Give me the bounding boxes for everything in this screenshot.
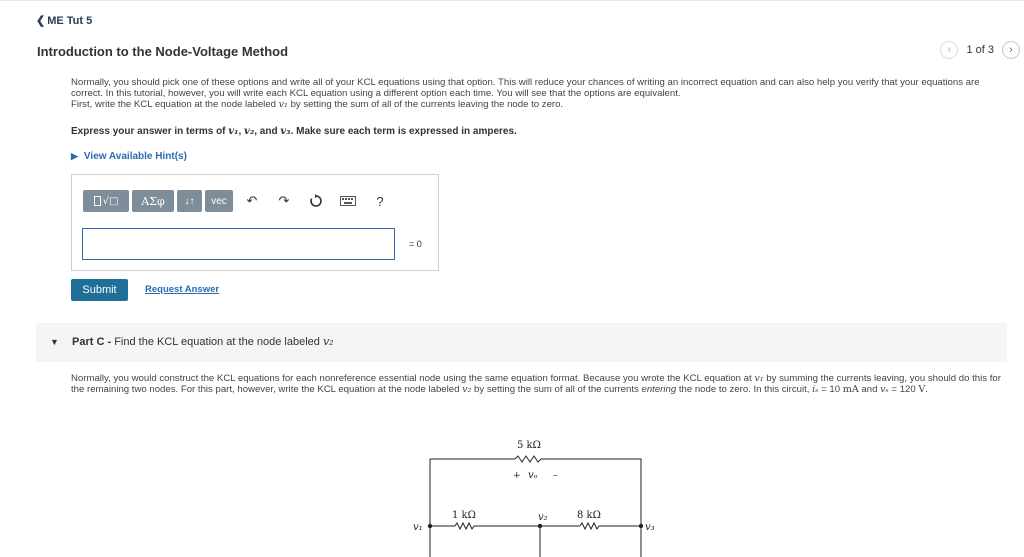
part-c-prefix: Part C - — [72, 336, 115, 348]
view-hints-toggle[interactable] — [71, 151, 187, 162]
prev-page-button[interactable] — [940, 41, 958, 59]
part-c-title-text: Find the KCL equation at the node labeled — [114, 336, 323, 348]
intro-paragraph — [71, 77, 1011, 110]
part-c-header[interactable] — [36, 323, 1007, 362]
pc-text-f: and — [858, 384, 881, 395]
express-v3: v₃ — [280, 126, 291, 137]
editor-toolbar — [83, 190, 396, 212]
equals-zero-label: = 0 — [409, 239, 422, 249]
circuit-resistor-left — [455, 523, 474, 529]
request-answer-link[interactable]: Request Answer — [145, 284, 220, 295]
redo-icon: ↷ — [278, 193, 290, 208]
chevron-right-icon: › — [1009, 44, 1013, 56]
greek-symbols-button[interactable]: AΣφ — [132, 190, 174, 212]
intro-text-2a: First, write the KCL equation at the node labeled — [71, 99, 279, 110]
submit-button[interactable]: Submit — [71, 279, 128, 301]
circuit-diagram — [395, 434, 665, 557]
chevron-left-icon: ‹ — [947, 44, 952, 56]
label-node-v1: v₁ — [413, 522, 423, 533]
label-node-v3: v₃ — [645, 522, 655, 533]
answer-instructions — [71, 126, 517, 137]
intro-text-2b: by setting the sum of all of the currents leaving the node to zero. — [287, 99, 564, 110]
pc-unit-ma: mA — [842, 384, 859, 395]
back-label: ME Tut 5 — [47, 15, 93, 27]
pc-text-c: by setting the sum of all of the currents — [471, 384, 642, 395]
top-divider — [0, 0, 1024, 1]
pager — [940, 41, 1020, 59]
pc-text-g: = 120 — [888, 384, 919, 395]
redo-button[interactable] — [268, 190, 300, 212]
circuit-resistor-right — [580, 523, 599, 529]
pc-var-is: iₛ — [812, 384, 819, 395]
template-box-icon — [94, 196, 101, 206]
vector-button[interactable]: vec — [205, 190, 233, 212]
page-count: 1 of 3 — [966, 44, 994, 56]
page-title: Introduction to the Node-Voltage Method — [37, 44, 289, 59]
part-c-paragraph — [71, 373, 1007, 395]
pc-text-a: Normally, you would construct the KCL equations for each nonreference essential node using the same equation format. Because you wrote the KCL equation at — [71, 373, 755, 384]
sqrt-icon: √□ — [102, 195, 119, 207]
help-button[interactable]: ? — [376, 193, 384, 209]
pc-unit-v: V — [918, 384, 926, 395]
express-sep2: , and — [254, 126, 281, 137]
undo-icon: ↶ — [246, 193, 258, 208]
back-link[interactable] — [36, 14, 92, 27]
label-r-left: 1 kΩ — [452, 510, 476, 521]
caret-down-icon: ▼ — [50, 337, 59, 347]
undo-button[interactable] — [236, 190, 268, 212]
express-sep1: , — [238, 126, 245, 137]
reset-icon — [309, 194, 323, 208]
pc-text-e: = 10 — [818, 384, 843, 395]
pc-var-vs: vₛ — [880, 384, 889, 395]
pc-text-entering: entering — [641, 384, 677, 395]
math-templates-button[interactable] — [83, 190, 129, 212]
pc-text-h: . — [925, 384, 928, 395]
express-prefix: Express your answer in terms of — [71, 126, 229, 137]
keyboard-button[interactable] — [332, 190, 364, 212]
node-v2-dot — [538, 524, 542, 528]
caret-right-icon: ▶ — [71, 151, 78, 161]
arrows-button[interactable]: ↓↑ — [177, 190, 202, 212]
intro-text-2 — [71, 99, 1011, 110]
pc-var-v2: v₂ — [462, 384, 472, 395]
hints-label: View Available Hint(s) — [83, 151, 187, 162]
pc-var-v1: v₁ — [754, 373, 764, 384]
keyboard-icon — [340, 196, 356, 206]
express-v1: v₁ — [228, 126, 239, 137]
reset-button[interactable] — [300, 190, 332, 212]
pc-text-d: the node to zero. In this circuit, — [676, 384, 813, 395]
chevron-left-icon: ❮ — [36, 15, 46, 27]
answer-editor — [71, 174, 439, 271]
label-vo-minus: – — [553, 471, 558, 481]
next-page-button[interactable] — [1002, 41, 1020, 59]
label-r-top: 5 kΩ — [517, 440, 541, 451]
part-c-var: v₂ — [322, 335, 334, 348]
express-v2: v₂ — [244, 126, 255, 137]
answer-input[interactable] — [82, 228, 395, 260]
part-c-title — [72, 335, 334, 348]
circuit-resistor-top — [515, 456, 541, 462]
label-node-v2: v₂ — [538, 512, 548, 523]
pc-text-b: by summing the currents leaving, you should do this for the remaining two nodes. For this part, however, write the KCL equation at the node labeled — [71, 373, 1001, 395]
node-v3-dot — [639, 524, 643, 528]
label-r-right: 8 kΩ — [577, 510, 601, 521]
express-suffix: . Make sure each term is expressed in amperes. — [290, 126, 517, 137]
node-v1-dot — [428, 524, 432, 528]
label-vo-plus: + — [513, 471, 521, 481]
intro-text-1: Normally, you should pick one of these options and write all of your KCL equations using that option. This will reduce your chances of writing an incorrect equation and can also help you verify that your equations are correct. In this tutorial, however, you will write each KCL equation using a different option each time. You will see that the options are equivalent. — [71, 77, 980, 99]
intro-var-v1: v₁ — [278, 99, 288, 110]
label-vo: vₒ — [528, 470, 538, 481]
